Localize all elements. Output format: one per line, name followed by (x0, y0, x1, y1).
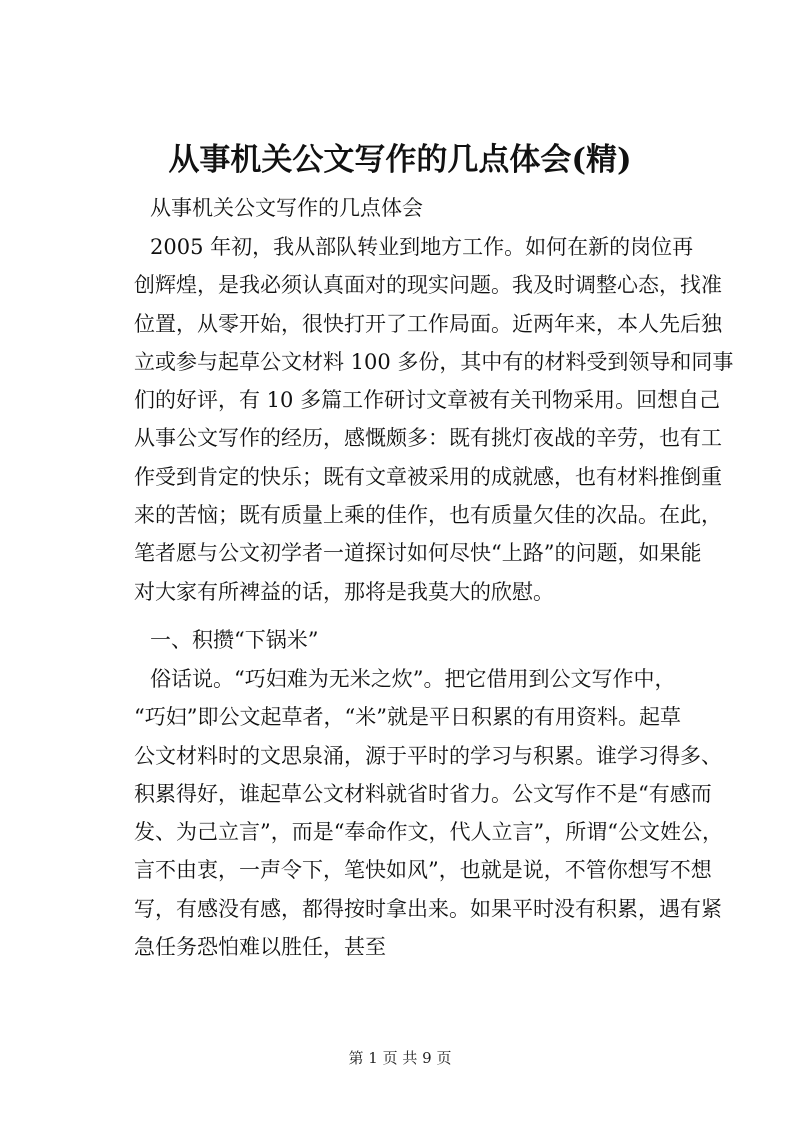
paragraph-line: 作受到肯定的快乐；既有文章被采用的成就感，也有材料推倒重 (134, 464, 722, 489)
paragraph-line: 2005 年初，我从部队转业到地方工作。如何在新的岗位再 (150, 235, 694, 259)
paragraph-line: 写，有感没有感，都得按时拿出来。如果平时没有积累，遇有紧 (134, 896, 722, 921)
paragraph-line: “巧妇”即公文起草者，“米”就是平日积累的有用资料。起草 (134, 705, 681, 730)
paragraph-line: 公文材料时的文思泉涌，源于平时的学习与积累。谁学习得多、 (134, 743, 722, 768)
paragraph-line: 来的苦恼；既有质量上乘的佳作，也有质量欠佳的次品。在此， (134, 503, 722, 528)
paragraph-line: 立或参与起草公文材料 100 多份，其中有的材料受到领导和同事 (134, 349, 734, 374)
paragraph-line: 急任务恐怕难以胜任，甚至 (134, 935, 386, 960)
paragraph-line: 俗话说。“巧妇难为无米之炊”。把它借用到公文写作中， (150, 667, 676, 691)
paragraph-line: 积累得好，谁起草公文材料就省时省力。公文写作不是“有感而 (134, 781, 712, 806)
paragraph-2 (134, 660, 723, 966)
paragraph-line: 言不由衷，一声令下，笔快如风”，也就是说，不管你想写不想 (134, 858, 712, 883)
paragraph-line: 位置，从零开始，很快打开了工作局面。近两年来，本人先后独 (134, 311, 722, 336)
paragraph-line: 从事公文写作的经历，感慨颇多：既有挑灯夜战的辛劳，也有工 (134, 426, 722, 451)
paragraph-line: 对大家有所裨益的话，那将是我莫大的欣慰。 (134, 579, 554, 604)
paragraph-line: 们的好评，有 10 多篇工作研讨文章被有关刊物采用。回想自己 (134, 388, 721, 413)
document-title: 从事机关公文写作的几点体会(精) (168, 142, 632, 178)
page-footer: 第 1 页 共 9 页 (348, 1049, 452, 1067)
paragraph-1 (134, 228, 734, 611)
document-subtitle: 从事机关公文写作的几点体会 (150, 196, 423, 220)
paragraph-line: 发、为己立言”，而是“奉命作文，代人立言”，所谓“公文姓公， (134, 820, 723, 845)
paragraph-line: 笔者愿与公文初学者一道探讨如何尽快“上路”的问题，如果能 (134, 541, 702, 566)
paragraph-line: 创辉煌，是我必须认真面对的现实问题。我及时调整心态，找准 (134, 273, 722, 298)
section-heading: 一、积攒“下锅米” (150, 628, 319, 652)
